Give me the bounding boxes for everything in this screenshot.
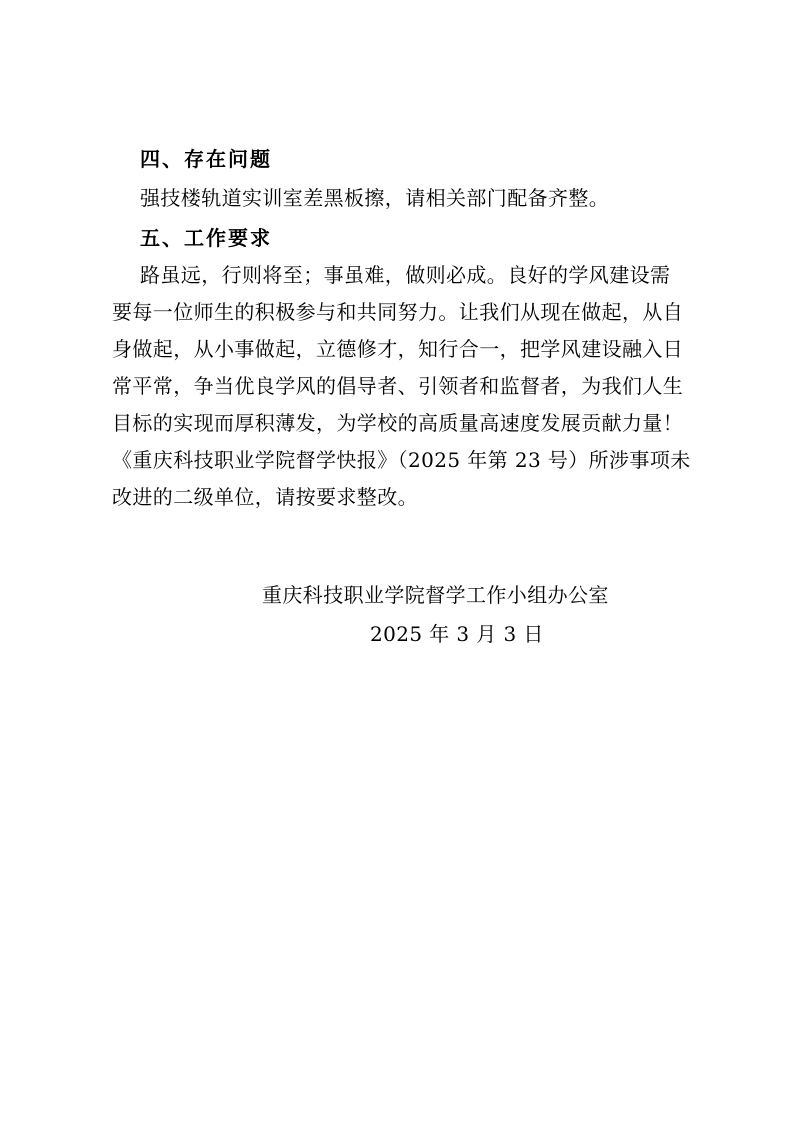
signature-organization: 重庆科技职业学院督学工作小组办公室 xyxy=(262,583,609,607)
paragraph-line: 路虽远，行则将至；事虽难，做则必成。良好的学风建设需 xyxy=(140,263,671,287)
section-four-text: 强技楼轨道实训室差黑板擦，请相关部门配备齐整。 xyxy=(140,186,610,210)
paragraph-line: 《重庆科技职业学院督学快报》（2025 年第 23 号）所涉事项未 xyxy=(112,448,691,472)
section-four-heading: 四、存在问题 xyxy=(140,147,272,171)
paragraph-line: 要每一位师生的积极参与和共同努力。让我们从现在做起，从自 xyxy=(112,300,684,324)
paragraph-line: 改进的二级单位，请按要求整改。 xyxy=(112,485,418,509)
signature-date: 2025 年 3 月 3 日 xyxy=(370,622,544,646)
section-five-paragraph xyxy=(112,257,702,516)
paragraph-line: 常平常，争当优良学风的倡导者、引领者和监督者，为我们人生 xyxy=(112,374,684,398)
section-five-heading: 五、工作要求 xyxy=(140,226,272,250)
paragraph-line: 目标的实现而厚积薄发，为学校的高质量高速度发展贡献力量！ xyxy=(112,411,684,435)
paragraph-line: 身做起，从小事做起，立德修才，知行合一，把学风建设融入日 xyxy=(112,337,684,361)
